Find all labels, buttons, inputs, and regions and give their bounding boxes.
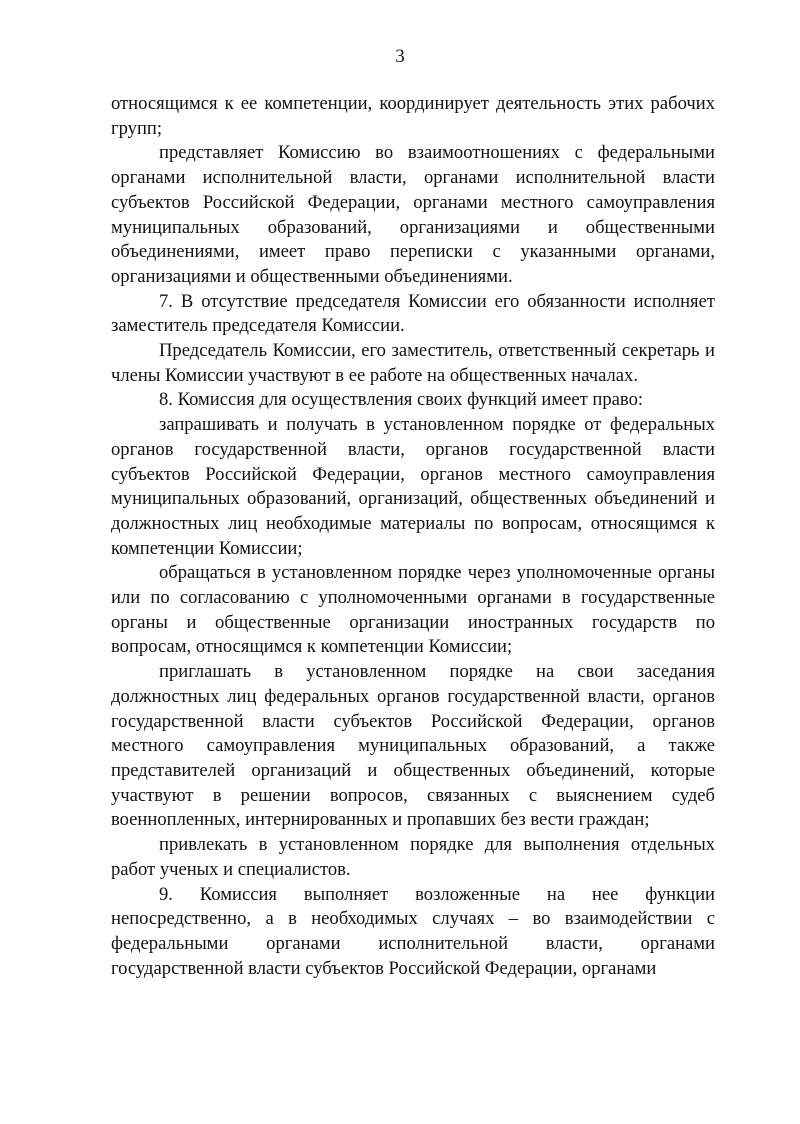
paragraph: запрашивать и получать в установленном порядке от федеральных органов государственной власти, органов государственной власти субъектов Российской Федерации, органов местного самоуправления муниципальных образований, организаций, общественных объединений и должностных лиц необходимые материалы по вопросам, относящимся к компетенции Комиссии; bbox=[111, 414, 715, 559]
paragraph: 8. Комиссия для осуществления своих функций имеет право: bbox=[159, 389, 644, 411]
document-body bbox=[111, 92, 715, 981]
paragraph: обращаться в установленном порядке через уполномоченные органы или по согласованию с уполномоченными органами в государственные органы и общественные организации иностранных государств по вопросам, относящимся к компетенции Комиссии; bbox=[111, 562, 715, 658]
page-number: 3 bbox=[395, 46, 405, 67]
paragraph: 9. Комиссия выполняет возложенные на нее функции непосредственно, а в необходимых случаях – во взаимодействии с федеральными органами исполнительной власти, органами государственной власти субъектов Российской Федерации, органами bbox=[111, 883, 715, 979]
paragraph: относящимся к ее компетенции, координирует деятельность этих рабочих групп; bbox=[111, 93, 715, 139]
paragraph: 7. В отсутствие председателя Комиссии его обязанности исполняет заместитель председателя Комиссии. bbox=[111, 290, 715, 337]
paragraph: приглашать в установленном порядке на свои заседания должностных лиц федеральных органов государственной власти, органов государственной власти субъектов Российской Федерации, органов местного самоуправления муниципальных образований, а также представителей организаций и общественных объединений, которые участвуют в решении вопросов, связанных с выяснением судеб военнопленных, интернированных и пропавших без вести граждан; bbox=[111, 661, 715, 831]
paragraph: представляет Комиссию во взаимоотношениях с федеральными органами исполнительной власти, органами исполнительной власти субъектов Российской Федерации, органами местного самоуправления муниципальных образований, организациями и общественными объединениями, имеет право переписки с указанными органами, организациями и общественными объединениями. bbox=[111, 142, 715, 287]
paragraph: Председатель Комиссии, его заместитель, ответственный секретарь и члены Комиссии участвуют в ее работе на общественных началах. bbox=[111, 340, 715, 386]
paragraph: привлекать в установленном порядке для выполнения отдельных работ ученых и специалистов. bbox=[111, 834, 715, 880]
